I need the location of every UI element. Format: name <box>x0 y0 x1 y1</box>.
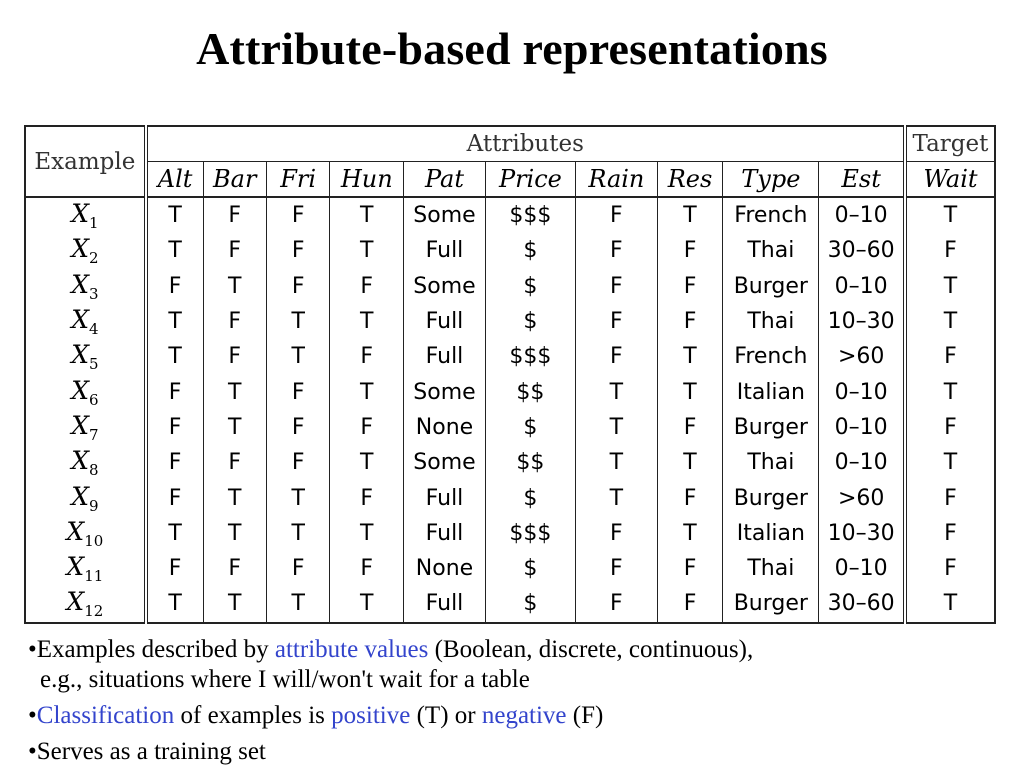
column-header-rain: Rain <box>575 162 657 198</box>
table-cell: T <box>657 197 722 233</box>
target-cell: F <box>905 410 995 445</box>
example-variable: X <box>71 340 89 370</box>
table-cell: French <box>723 339 819 374</box>
table-cell: $$$ <box>485 516 575 551</box>
example-label <box>25 551 146 586</box>
example-label <box>25 516 146 551</box>
table-cell: F <box>146 480 203 515</box>
example-variable: X <box>66 587 85 617</box>
table-cell: F <box>575 516 657 551</box>
table-cell: T <box>203 374 266 409</box>
table-cell: F <box>657 551 722 586</box>
table-cell: French <box>723 197 819 233</box>
table-row <box>25 410 995 445</box>
table-cell: F <box>575 586 657 622</box>
target-cell: T <box>905 445 995 480</box>
table-cell: None <box>404 410 486 445</box>
table-cell: Thai <box>723 551 819 586</box>
table-cell: T <box>330 197 404 233</box>
example-variable: X <box>71 234 89 264</box>
target-cell: T <box>905 197 995 233</box>
table-cell: F <box>146 269 203 304</box>
example-index: 6 <box>89 390 99 409</box>
table-cell: $ <box>485 586 575 622</box>
table-cell: T <box>146 339 203 374</box>
example-label <box>25 586 146 622</box>
example-index: 5 <box>89 355 99 374</box>
column-header-alt: Alt <box>146 162 203 198</box>
table-cell: Italian <box>723 516 819 551</box>
table-cell: >60 <box>837 344 885 370</box>
table-row <box>25 445 995 480</box>
table-cell: 0–10 <box>834 273 888 299</box>
table-cell: F <box>203 197 266 233</box>
table-cell: Thai <box>723 304 819 339</box>
table-cell: T <box>146 233 203 268</box>
table-row <box>25 233 995 268</box>
table-row <box>25 269 995 304</box>
table-cell: Full <box>404 233 486 268</box>
table-cell: T <box>330 374 404 409</box>
table-cell: F <box>657 304 722 339</box>
table-cell: F <box>203 233 266 268</box>
table-cell: T <box>146 197 203 233</box>
table-cell: T <box>203 586 266 622</box>
target-cell: F <box>905 516 995 551</box>
table-cell: T <box>575 374 657 409</box>
example-index: 3 <box>89 284 99 303</box>
target-cell: F <box>905 551 995 586</box>
example-index: 8 <box>89 461 99 480</box>
table-cell: Full <box>404 339 486 374</box>
column-header-row <box>25 162 995 198</box>
table-cell: F <box>203 339 266 374</box>
table-cell: >60 <box>837 485 885 511</box>
table-cell: $ <box>485 304 575 339</box>
table-cell: T <box>203 516 266 551</box>
bullet-marker: • <box>28 738 37 765</box>
table-cell: F <box>266 197 329 233</box>
table-cell: F <box>330 551 404 586</box>
attribute-table <box>24 125 996 624</box>
table-cell: F <box>575 233 657 268</box>
table-cell: F <box>146 445 203 480</box>
table-cell: $$ <box>485 445 575 480</box>
table-cell: T <box>575 480 657 515</box>
example-variable: X <box>71 481 89 511</box>
table-cell: Full <box>404 304 486 339</box>
attributes-header: Attributes <box>146 126 905 162</box>
table-cell: $$$ <box>485 197 575 233</box>
bullet-item <box>28 635 988 695</box>
table-cell: F <box>266 374 329 409</box>
table-cell: Full <box>404 480 486 515</box>
bullet-text: (F) <box>566 702 604 729</box>
example-index: 9 <box>89 496 99 515</box>
column-header-pat: Pat <box>404 162 486 198</box>
table-cell: $ <box>485 233 575 268</box>
highlight-text: Classification <box>36 702 175 729</box>
bullet-list <box>28 635 988 767</box>
table-cell: T <box>657 516 722 551</box>
table-row <box>25 586 995 622</box>
table-cell: T <box>266 304 329 339</box>
column-header-hun: Hun <box>330 162 404 198</box>
example-label <box>25 410 146 445</box>
table-cell: T <box>203 269 266 304</box>
table-cell: Some <box>404 445 486 480</box>
example-label <box>25 233 146 268</box>
table-cell: F <box>330 480 404 515</box>
example-header: Example <box>25 126 146 197</box>
target-cell: F <box>905 233 995 268</box>
table-cell: F <box>575 304 657 339</box>
table-cell: F <box>657 269 722 304</box>
table-cell: T <box>575 410 657 445</box>
example-label <box>25 304 146 339</box>
example-variable: X <box>71 375 89 405</box>
bullet-item <box>28 701 988 731</box>
table-row <box>25 516 995 551</box>
table-cell: $ <box>485 480 575 515</box>
target-cell: T <box>905 374 995 409</box>
example-index: 4 <box>89 320 99 339</box>
column-header-type: Type <box>723 162 819 198</box>
table-cell: T <box>203 410 266 445</box>
bullet-text: of examples is <box>174 702 332 729</box>
table-cell: $$ <box>485 374 575 409</box>
table-row <box>25 480 995 515</box>
column-header-res: Res <box>657 162 722 198</box>
table-cell: 30–60 <box>827 238 895 264</box>
example-label <box>25 339 146 374</box>
table-cell: 0–10 <box>834 414 888 440</box>
example-variable: X <box>71 305 89 335</box>
example-index: 2 <box>89 249 99 268</box>
target-header: Target <box>905 126 995 162</box>
bullet-text: Examples described by <box>36 636 275 663</box>
table-cell: T <box>266 339 329 374</box>
table-cell: 0–10 <box>834 203 888 229</box>
highlight-text: attribute values <box>274 636 429 663</box>
table-row <box>25 304 995 339</box>
target-cell: F <box>905 480 995 515</box>
column-header-bar: Bar <box>203 162 266 198</box>
bullet-text: Serves as a training set <box>36 738 266 765</box>
table-cell: Burger <box>723 480 819 515</box>
table-cell: T <box>146 304 203 339</box>
table-cell: F <box>657 480 722 515</box>
table-cell: 10–30 <box>827 309 895 335</box>
table-cell: Thai <box>723 233 819 268</box>
example-label <box>25 445 146 480</box>
example-index: 11 <box>84 567 104 586</box>
example-label <box>25 197 146 233</box>
table-cell: F <box>203 304 266 339</box>
bullet-item <box>28 737 988 767</box>
bullet-marker: • <box>28 636 37 663</box>
example-label <box>25 480 146 515</box>
table-cell: T <box>266 586 329 622</box>
table-cell: F <box>657 410 722 445</box>
table-cell: F <box>266 445 329 480</box>
table-cell: Burger <box>723 586 819 622</box>
table-cell: 30–60 <box>827 591 895 617</box>
table-cell: T <box>330 445 404 480</box>
example-variable: X <box>71 446 89 476</box>
table-row <box>25 339 995 374</box>
table-cell: F <box>146 551 203 586</box>
table-cell: 0–10 <box>834 450 888 476</box>
bullet-text: (T) or <box>410 702 482 729</box>
table-cell: 10–30 <box>827 520 895 546</box>
table-cell: Burger <box>723 410 819 445</box>
table-cell: F <box>266 233 329 268</box>
table-cell: 0–10 <box>834 556 888 582</box>
table-cell: T <box>266 516 329 551</box>
table-cell: F <box>266 269 329 304</box>
column-header-est: Est <box>819 162 905 198</box>
column-header-wait: Wait <box>905 162 995 198</box>
table-cell: T <box>330 516 404 551</box>
table-cell: Full <box>404 516 486 551</box>
table-cell: T <box>146 586 203 622</box>
example-index: 1 <box>89 214 99 233</box>
column-header-price: Price <box>485 162 575 198</box>
highlight-text: negative <box>481 702 567 729</box>
bullet-text: (Boolean, discrete, continuous), <box>428 636 754 663</box>
example-variable: X <box>71 269 89 299</box>
table-cell: F <box>330 269 404 304</box>
table-cell: F <box>266 551 329 586</box>
table-cell: Full <box>404 586 486 622</box>
example-variable: X <box>66 516 85 546</box>
table-cell: $ <box>485 551 575 586</box>
table-cell: F <box>203 445 266 480</box>
attribute-table-container <box>24 125 996 624</box>
target-cell: T <box>905 304 995 339</box>
table-cell: Italian <box>723 374 819 409</box>
target-cell: T <box>905 586 995 622</box>
example-index: 12 <box>84 602 104 621</box>
table-cell: Some <box>404 197 486 233</box>
table-cell: F <box>575 339 657 374</box>
example-index: 7 <box>89 425 99 444</box>
bullet-continuation: e.g., situations where I will/won't wait for a table <box>40 666 530 693</box>
table-cell: Thai <box>723 445 819 480</box>
table-cell: $$$ <box>485 339 575 374</box>
table-cell: Burger <box>723 269 819 304</box>
table-cell: T <box>657 374 722 409</box>
table-row <box>25 197 995 233</box>
table-cell: F <box>575 269 657 304</box>
table-cell: F <box>575 197 657 233</box>
bullet-marker: • <box>28 702 37 729</box>
table-cell: T <box>203 480 266 515</box>
table-cell: T <box>657 445 722 480</box>
table-cell: $ <box>485 269 575 304</box>
table-cell: T <box>575 445 657 480</box>
table-cell: None <box>404 551 486 586</box>
table-cell: F <box>146 374 203 409</box>
table-cell: F <box>657 233 722 268</box>
slide-title: Attribute-based representations <box>196 23 828 74</box>
example-label <box>25 269 146 304</box>
example-index: 10 <box>84 531 104 550</box>
table-cell: T <box>330 304 404 339</box>
target-cell: F <box>905 339 995 374</box>
example-variable: X <box>71 199 89 229</box>
table-cell: F <box>575 551 657 586</box>
highlight-text: positive <box>331 702 411 729</box>
table-cell: F <box>657 586 722 622</box>
table-cell: F <box>203 551 266 586</box>
target-cell: T <box>905 269 995 304</box>
table-cell: F <box>266 410 329 445</box>
table-cell: Some <box>404 269 486 304</box>
column-header-fri: Fri <box>266 162 329 198</box>
table-cell: $ <box>485 410 575 445</box>
example-label <box>25 374 146 409</box>
table-cell: F <box>330 339 404 374</box>
table-cell: F <box>146 410 203 445</box>
example-variable: X <box>66 552 85 582</box>
table-body <box>25 197 995 623</box>
table-row <box>25 374 995 409</box>
example-variable: X <box>71 410 89 440</box>
table-cell: T <box>330 233 404 268</box>
table-cell: F <box>330 410 404 445</box>
table-cell: T <box>266 480 329 515</box>
table-cell: T <box>657 339 722 374</box>
table-cell: 0–10 <box>834 379 888 405</box>
table-row <box>25 551 995 586</box>
table-cell: Some <box>404 374 486 409</box>
table-cell: T <box>146 516 203 551</box>
table-cell: T <box>330 586 404 622</box>
